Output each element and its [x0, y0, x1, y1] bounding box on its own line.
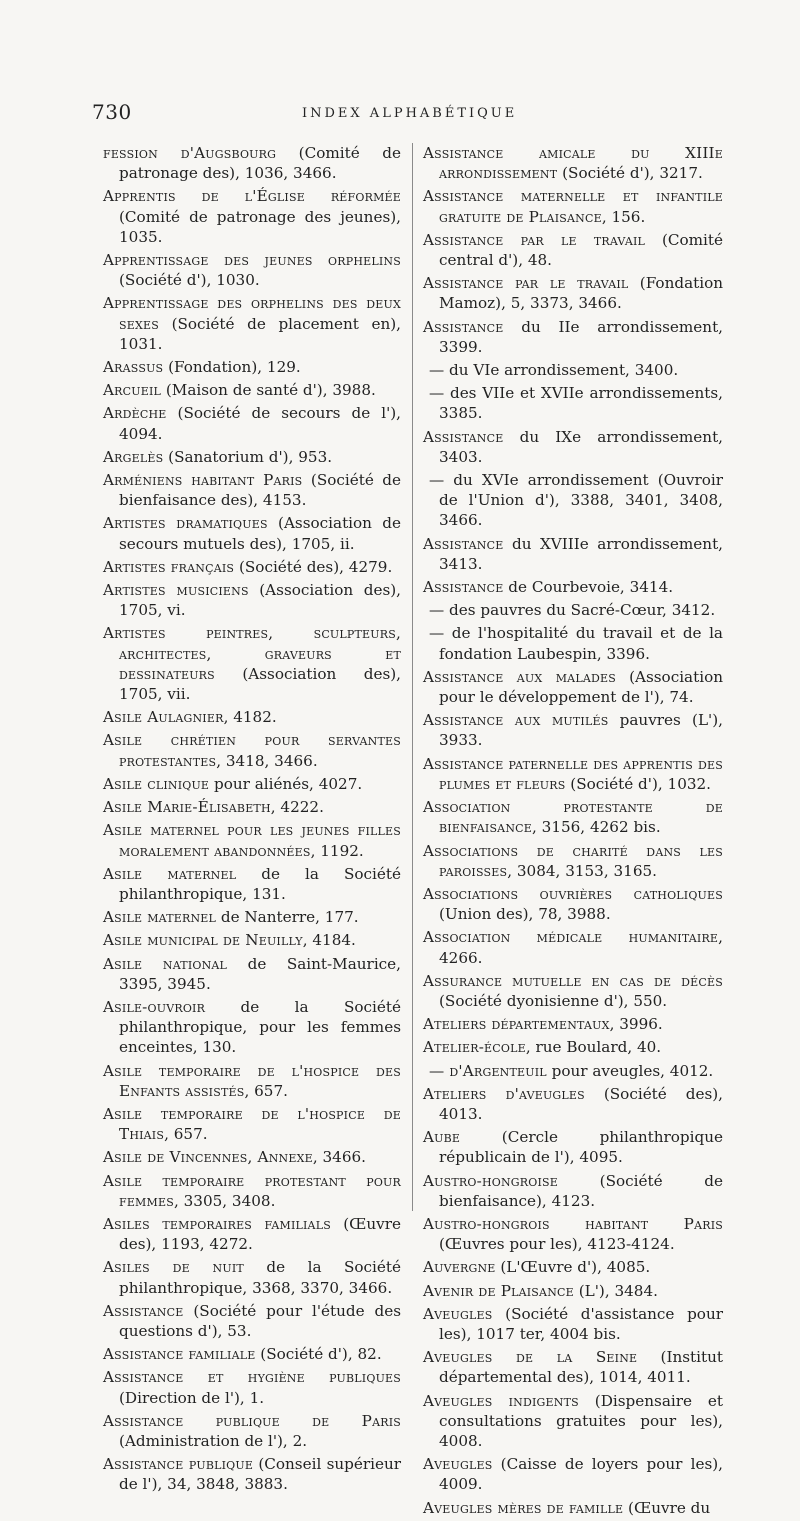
entry-text: (Association de secours mutuels des), 1705, ii.: [119, 514, 401, 553]
index-entry: [423, 534, 723, 574]
entry-keyword: Asile maternel: [103, 908, 217, 927]
index-entry: [103, 357, 401, 377]
index-entry: [423, 927, 723, 967]
entry-text: , 4182.: [223, 708, 277, 727]
entry-keyword: Assurance mutuelle en cas de décès: [423, 971, 723, 990]
entry-text: pour aliénés, 4027.: [209, 774, 363, 793]
entry-text: , rue Boulard, 40.: [525, 1038, 662, 1057]
entry-keyword: Assistance par le travail: [423, 274, 629, 293]
index-entry: [103, 250, 401, 290]
index-entry: [103, 623, 401, 704]
index-entry: [423, 1084, 723, 1124]
index-entry: [423, 1304, 723, 1344]
entry-keyword: Aube: [423, 1128, 461, 1147]
index-entry: [423, 667, 723, 707]
entry-text: du IIe arrondissement, 3399.: [439, 317, 723, 356]
index-entry: [103, 930, 401, 950]
entry-text: , 657.: [164, 1125, 208, 1144]
index-entry: [103, 143, 401, 183]
entry-text: du IXe arrondissement, 3403.: [439, 427, 723, 466]
entry-keyword: Arméniens habitant Paris: [103, 471, 303, 490]
index-entry: [103, 186, 401, 247]
index-entry: [423, 273, 723, 313]
entry-text: (Société de bienfaisance des), 4153.: [119, 471, 401, 510]
entry-keyword: Apprentis de l'Église réformée: [103, 187, 401, 206]
index-entry: [423, 971, 723, 1011]
index-entry: [103, 1171, 401, 1211]
index-entry: [103, 580, 401, 620]
page-number: 730: [92, 100, 132, 124]
index-entry: [423, 1127, 723, 1167]
entry-keyword: Ardèche: [103, 404, 167, 423]
index-entry: [103, 557, 401, 577]
entry-keyword: Asile Aulagnier: [103, 708, 224, 727]
entry-text: — des VIIe et XVIIe arrondissements, 3385.: [429, 384, 723, 423]
entry-text: , 3418, 3466.: [216, 751, 318, 770]
right-column: [423, 143, 723, 1521]
index-entry: [423, 841, 723, 881]
entry-text: , 3305, 3408.: [173, 1191, 276, 1210]
index-entry: [103, 293, 401, 354]
entry-keyword: Asile national: [103, 954, 228, 973]
entry-text: pour aveugles, 4012.: [546, 1061, 714, 1080]
index-entry: [423, 1171, 723, 1211]
index-entry: [103, 707, 401, 727]
index-entry: [423, 1391, 723, 1452]
entry-text: (Société d'assistance pour les), 1017 ter, 4004 bis.: [439, 1304, 723, 1343]
entry-text: de Courbevoie, 3414.: [503, 578, 674, 597]
entry-keyword: Asile Marie-Élisabeth: [103, 798, 271, 817]
entry-keyword: Auvergne: [423, 1258, 496, 1277]
entry-keyword: Assistance paternelle des apprentis des plumes et fleurs: [423, 754, 723, 793]
entry-keyword: Avenir de Plaisance: [423, 1281, 574, 1300]
entry-keyword: Asile municipal de Neuilly: [103, 931, 303, 950]
entry-keyword: Artistes musiciens: [103, 581, 249, 600]
entry-text: du XVIIIe arrondissement, 3413.: [439, 534, 723, 573]
index-entry: [103, 447, 401, 467]
index-entry: [423, 1257, 723, 1277]
entry-keyword: Arassus: [103, 358, 164, 377]
entry-keyword: Artistes peintres, sculpteurs, architectes, graveurs et dessinateurs: [103, 624, 401, 683]
entry-text: , 4184.: [302, 931, 356, 950]
entry-text: (Dispensaire et consultations gratuites pour les), 4008.: [439, 1391, 724, 1450]
entry-keyword: Association protestante de bienfaisance: [423, 798, 723, 837]
index-entry: [103, 774, 401, 794]
entry-keyword: Artistes dramatiques: [103, 514, 268, 533]
entry-text: (Comité de patronage des), 1036, 3466.: [119, 144, 402, 183]
entry-text: (Fondation Mamoz), 5, 3373, 3466.: [439, 274, 724, 313]
index-entry: [103, 797, 401, 817]
index-entry: [423, 623, 723, 663]
entry-text: (Administration de l'), 2.: [119, 1431, 308, 1450]
entry-keyword: Asile maternel pour les jeunes filles moralement abandonnées: [103, 821, 401, 860]
index-entry: [103, 820, 401, 860]
entry-text: , 3466.: [312, 1148, 366, 1167]
entry-keyword: Asile clinique: [103, 774, 210, 793]
index-entry: [103, 864, 401, 904]
entry-keyword: Aveugles: [423, 1455, 493, 1474]
index-entry: [423, 797, 723, 837]
index-entry: [423, 600, 723, 620]
column-divider: [412, 143, 413, 1211]
entry-text: (Société de bienfaisance), 4123.: [439, 1171, 723, 1210]
index-entry: [423, 427, 723, 467]
entry-text: (Société d'), 1030.: [119, 271, 260, 290]
entry-text: — de l'hospitalité du travail et de la fondation Laubespin, 3396.: [429, 624, 723, 663]
entry-text: (Conseil supérieur de l'), 34, 3848, 3883.: [119, 1455, 401, 1494]
entry-keyword: Assistance et hygiène publiques: [103, 1368, 401, 1387]
entry-keyword: Associations ouvrières catholiques: [423, 884, 723, 903]
entry-keyword: Assistance par le travail: [423, 230, 646, 249]
entry-keyword: fession d'Augsbourg: [103, 144, 277, 162]
index-entry: [423, 1454, 723, 1494]
index-entry: [423, 1347, 723, 1387]
entry-keyword: Asile temporaire protestant pour femmes: [103, 1171, 401, 1210]
entry-text: de la Société philanthropique, pour les femmes enceintes, 130.: [119, 997, 401, 1057]
entry-text: (Société des), 4013.: [439, 1084, 723, 1123]
index-entry: [423, 186, 723, 226]
entry-keyword: Arcueil: [103, 381, 162, 400]
entry-keyword: Assistance: [103, 1301, 184, 1320]
entry-text: (Fondation), 129.: [163, 358, 301, 377]
entry-keyword: Aveugles indigents: [423, 1391, 579, 1410]
entry-keyword: Association médicale humanitaire: [423, 928, 719, 947]
entry-text: , 3996.: [609, 1015, 663, 1034]
index-entry: [103, 1301, 401, 1341]
entry-text: (L'), 3484.: [573, 1281, 658, 1300]
entry-text: (Société d'), 1032.: [565, 774, 712, 793]
entry-text: — des pauvres du Sacré-Cœur, 3412.: [429, 601, 716, 620]
index-entry: [423, 710, 723, 750]
index-entry: [103, 1411, 401, 1451]
entry-text: (Œuvre du: [623, 1498, 711, 1517]
entry-text: — du VIe arrondissement, 3400.: [429, 361, 679, 380]
entry-keyword: Asile chrétien pour servantes protestantes: [103, 731, 401, 770]
entry-keyword: Apprentissage des jeunes orphelins: [103, 251, 401, 270]
index-entry: [103, 380, 401, 400]
entry-text: (Société pour l'étude des questions d'), 53.: [119, 1301, 401, 1340]
index-entry: [103, 907, 401, 927]
index-entry: [423, 470, 723, 531]
index-entry: [423, 1061, 723, 1081]
entry-keyword: Asiles de nuit: [103, 1258, 244, 1277]
index-entry: [423, 383, 723, 423]
entry-keyword: Austro-hongrois habitant Paris: [423, 1214, 723, 1233]
index-entry: [103, 1104, 401, 1144]
entry-text: , 4266.: [439, 928, 723, 967]
entry-text: (Société des), 4279.: [234, 557, 393, 576]
entry-text: de la Société philanthropique, 131.: [119, 864, 401, 903]
entry-keyword: Ateliers départementaux: [423, 1015, 610, 1034]
entry-text: (Union des), 78, 3988.: [439, 905, 611, 924]
entry-keyword: Artistes français: [103, 557, 235, 576]
entry-text: (Comité de patronage des jeunes), 1035.: [119, 207, 401, 246]
entry-text: , 3084, 3153, 3165.: [507, 861, 657, 880]
entry-text: (Société dyonisienne d'), 550.: [439, 991, 668, 1010]
entry-text: (Association des), 1705, vii.: [119, 664, 401, 704]
entry-keyword: Assistance: [423, 317, 504, 336]
entry-keyword: — d'Argenteuil: [429, 1061, 547, 1080]
index-entry: [103, 997, 401, 1058]
index-entry: [103, 1367, 401, 1407]
index-entry: [103, 1061, 401, 1101]
entry-text: de la Société philanthropique, 3368, 3370, 3466.: [119, 1258, 401, 1297]
index-entry: [103, 1454, 401, 1494]
entry-keyword: Assistance maternelle et infantile gratuite de Plaisance: [423, 187, 723, 226]
index-entry: [103, 954, 401, 994]
entry-keyword: Austro-hongroise: [423, 1171, 558, 1190]
entry-text: (Association des), 1705, vi.: [119, 581, 401, 620]
index-entry: [103, 470, 401, 510]
index-entry: [423, 230, 723, 270]
entry-keyword: Assistance: [423, 534, 504, 553]
entry-text: , 3156, 4262 bis.: [532, 818, 661, 837]
entry-text: (Œuvres pour les), 4123-4124.: [439, 1235, 675, 1254]
index-entry: [103, 1344, 401, 1364]
index-entry: [103, 513, 401, 553]
entry-text: de Saint-Maurice, 3395, 3945.: [119, 954, 401, 993]
running-title: INDEX ALPHABÉTIQUE: [302, 106, 518, 121]
page-header: [92, 100, 728, 134]
index-entry: [103, 730, 401, 770]
entry-keyword: Assistance aux malades: [423, 667, 616, 686]
entry-keyword: Argelès: [103, 447, 164, 466]
entry-text: (Société d'), 82.: [255, 1345, 382, 1364]
entry-keyword: Assistance amicale du XIIIe arrondissement: [423, 144, 723, 183]
entry-keyword: Assistance publique: [103, 1455, 254, 1474]
index-entry: [423, 577, 723, 597]
entry-text: , 156.: [601, 207, 646, 226]
entry-keyword: Assistance familiale: [103, 1345, 256, 1364]
entry-keyword: Aveugles mères de famille: [423, 1498, 624, 1517]
entry-text: , 1192.: [310, 841, 364, 860]
entry-text: de Nanterre, 177.: [216, 908, 359, 927]
entry-keyword: Assistance: [423, 578, 504, 597]
entry-keyword: Assistance publique de Paris: [103, 1411, 401, 1430]
index-entry: [103, 1257, 401, 1297]
left-column: [103, 143, 401, 1498]
index-entry: [423, 1498, 723, 1518]
entry-keyword: Asile-ouvroir: [103, 997, 206, 1016]
entry-text: , 4222.: [270, 798, 324, 817]
index-entry: [423, 1014, 723, 1034]
entry-text: (Sanatorium d'), 953.: [163, 447, 333, 466]
index-entry: [103, 1147, 401, 1167]
entry-keyword: Asile temporaire de l'hospice de Thiais: [103, 1104, 401, 1144]
entry-keyword: Ateliers d'aveugles: [423, 1084, 585, 1103]
entry-keyword: Asile de Vincennes, Annexe: [103, 1148, 313, 1167]
entry-text: — du XVIe arrondissement (Ouvroir de l'Union d'), 3388, 3401, 3408, 3466.: [429, 471, 723, 530]
entry-text: , 657.: [244, 1081, 288, 1100]
entry-keyword: Assistance: [423, 427, 504, 446]
index-entry: [423, 1214, 723, 1254]
entry-keyword: Associations de charité dans les paroisses: [423, 841, 723, 880]
index-entry: [423, 317, 723, 357]
entry-text: (Cercle philanthropique républicain de l'), 4095.: [439, 1128, 723, 1167]
entry-keyword: Aveugles de la Seine: [423, 1348, 638, 1367]
index-entry: [423, 1037, 723, 1057]
entry-keyword: Atelier-école: [423, 1038, 526, 1057]
index-entry: [423, 1281, 723, 1301]
entry-text: (Œuvre des), 1193, 4272.: [119, 1214, 402, 1254]
entry-text: (Comité central d'), 48.: [439, 230, 723, 270]
entry-text: (Société d'), 3217.: [557, 164, 703, 183]
entry-text: (L'Œuvre d'), 4085.: [495, 1258, 651, 1277]
entry-keyword: Apprentissage des orphelins des deux sexes: [103, 294, 401, 333]
entry-text: (Société de secours de l'), 4094.: [119, 404, 401, 443]
index-entry: [423, 360, 723, 380]
index-entry: [103, 403, 401, 443]
entry-text: (Institut départemental des), 1014, 4011.: [439, 1348, 723, 1387]
entry-keyword: Asile maternel: [103, 864, 237, 883]
entry-text: (Association pour le développement de l'), 74.: [439, 667, 723, 707]
index-entry: [423, 143, 723, 183]
entry-text: (Caisse de loyers pour les), 4009.: [439, 1455, 723, 1494]
entry-keyword: Asiles temporaires familials: [103, 1214, 331, 1233]
entry-text: (Société de placement en), 1031.: [119, 314, 401, 353]
index-entry: [103, 1214, 401, 1254]
entry-text: pauvres (L'), 3933.: [439, 711, 723, 750]
entry-text: (Maison de santé d'), 3988.: [161, 381, 376, 400]
entry-keyword: Aveugles: [423, 1304, 493, 1323]
index-entry: [423, 884, 723, 924]
index-entry: [423, 754, 723, 794]
entry-keyword: Asile temporaire de l'hospice des Enfants assistés: [103, 1061, 401, 1100]
entry-keyword: Assistance aux mutilés: [423, 711, 609, 730]
entry-text: (Direction de l'), 1.: [119, 1388, 265, 1407]
